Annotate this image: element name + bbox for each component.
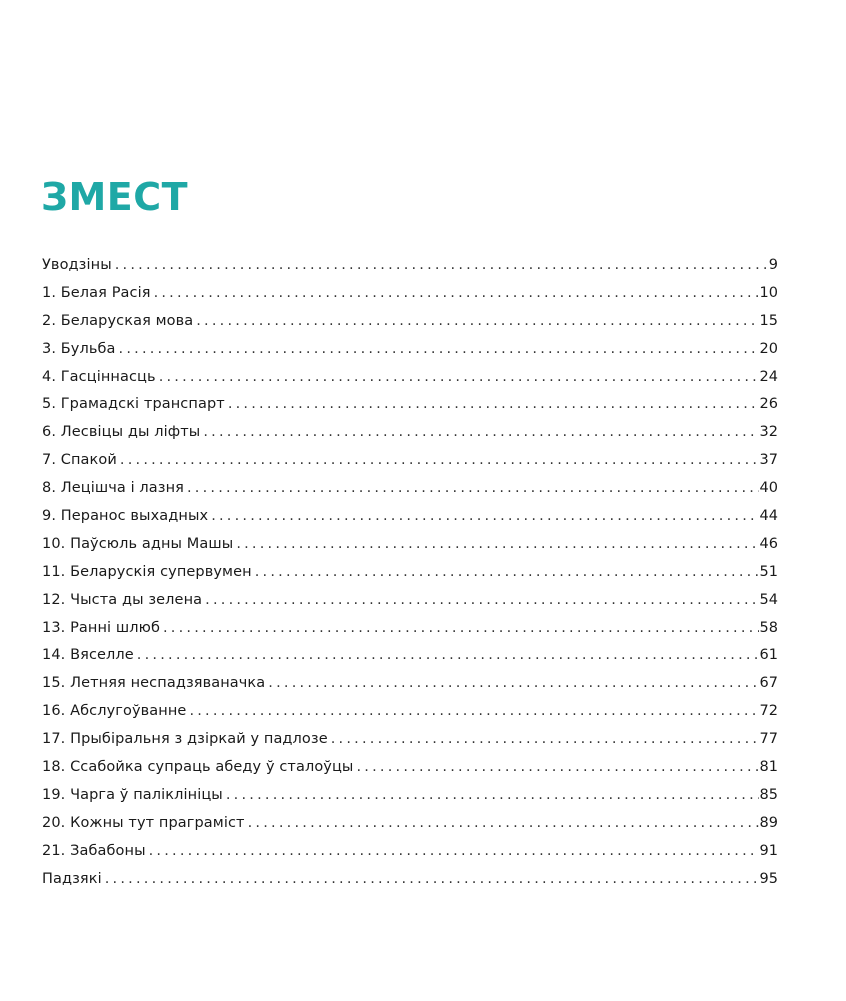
toc-entry-page-number: 51 bbox=[759, 563, 778, 580]
toc-entry-page-number: 32 bbox=[759, 424, 778, 441]
toc-entry-title: 9. Перанос выхадных bbox=[42, 508, 209, 525]
toc-leader-dots bbox=[159, 364, 759, 392]
toc-entry-page-number: 24 bbox=[759, 368, 778, 385]
toc-entry-page-number: 81 bbox=[759, 759, 778, 776]
toc-entry-page-number: 91 bbox=[759, 842, 778, 859]
toc-entry-page-number: 46 bbox=[759, 535, 778, 552]
toc-entry bbox=[42, 391, 778, 419]
toc-entry-page-number: 15 bbox=[759, 312, 778, 329]
toc-leader-dots bbox=[120, 447, 759, 475]
toc-entry-title: 6. Лесвіцы ды ліфты bbox=[42, 424, 201, 441]
toc-entry-title: 2. Беларуская мова bbox=[42, 312, 194, 329]
toc-entry-title: 19. Чарга ў паліклініцы bbox=[42, 786, 223, 803]
toc-entry bbox=[42, 419, 778, 447]
toc-leader-dots bbox=[255, 559, 759, 587]
toc-entry bbox=[42, 698, 778, 726]
toc-entry bbox=[42, 782, 778, 810]
toc-entry-title: 21. Забабоны bbox=[42, 842, 146, 859]
toc-entry-title: Падзякі bbox=[42, 870, 102, 887]
toc-leader-dots bbox=[149, 838, 759, 866]
toc-entry-page-number: 10 bbox=[759, 284, 778, 301]
toc-entry bbox=[42, 447, 778, 475]
toc-entry-title: 7. Спакой bbox=[42, 452, 117, 469]
toc-leader-dots bbox=[226, 782, 759, 810]
toc-entry-title: 15. Летняя неспадзяваначка bbox=[42, 675, 266, 692]
toc-entry bbox=[42, 810, 778, 838]
toc-entry-page-number: 95 bbox=[759, 870, 778, 887]
toc-leader-dots bbox=[205, 587, 758, 615]
toc-entry bbox=[42, 726, 778, 754]
toc-entry-title: 10. Паўсюль адны Машы bbox=[42, 535, 234, 552]
toc-entry-page-number: 61 bbox=[759, 647, 778, 664]
table-of-contents bbox=[42, 252, 778, 893]
toc-leader-dots bbox=[189, 698, 758, 726]
page-title: ЗМЕСТ bbox=[41, 175, 189, 219]
toc-entry-page-number: 67 bbox=[759, 675, 778, 692]
toc-leader-dots bbox=[196, 308, 758, 336]
toc-entry-title: 16. Абслугоўванне bbox=[42, 703, 187, 720]
toc-entry-page-number: 40 bbox=[759, 480, 778, 497]
toc-leader-dots bbox=[357, 754, 759, 782]
toc-leader-dots bbox=[228, 391, 759, 419]
toc-entry-title: 12. Чыста ды зелена bbox=[42, 591, 203, 608]
toc-entry-page-number: 37 bbox=[759, 452, 778, 469]
toc-entry-page-number: 26 bbox=[759, 396, 778, 413]
toc-entry-title: 14. Вяселле bbox=[42, 647, 134, 664]
toc-leader-dots bbox=[163, 615, 759, 643]
toc-entry-page-number: 85 bbox=[759, 786, 778, 803]
toc-entry-title: 5. Грамадскі транспарт bbox=[42, 396, 225, 413]
toc-entry bbox=[42, 364, 778, 392]
toc-entry-title: 1. Белая Расія bbox=[42, 284, 151, 301]
toc-entry bbox=[42, 308, 778, 336]
toc-leader-dots bbox=[137, 642, 759, 670]
toc-leader-dots bbox=[119, 336, 759, 364]
toc-entry-title: 17. Прыбіральня з дзіркай у падлозе bbox=[42, 731, 328, 748]
toc-entry-title: Уводзіны bbox=[42, 257, 112, 273]
toc-entry bbox=[42, 559, 778, 587]
toc-entry bbox=[42, 587, 778, 615]
toc-leader-dots bbox=[105, 866, 759, 894]
toc-entry bbox=[42, 280, 778, 308]
toc-entry-page-number: 72 bbox=[759, 703, 778, 720]
toc-entry-title: 8. Лецішча і лазня bbox=[42, 480, 184, 497]
toc-entry-title: 11. Беларускія супервумен bbox=[42, 563, 252, 580]
toc-leader-dots bbox=[268, 670, 758, 698]
toc-leader-dots bbox=[187, 475, 759, 503]
toc-leader-dots bbox=[211, 503, 758, 531]
toc-entry bbox=[42, 531, 778, 559]
toc-entry-title: 18. Ссабойка супраць абеду ў сталоўцы bbox=[42, 759, 354, 776]
toc-entry-page-number: 54 bbox=[759, 591, 778, 608]
toc-leader-dots bbox=[203, 419, 758, 447]
toc-leader-dots bbox=[248, 810, 759, 838]
toc-entry bbox=[42, 252, 778, 280]
toc-entry bbox=[42, 503, 778, 531]
toc-entry-title: 4. Гасціннасць bbox=[42, 368, 156, 385]
toc-entry bbox=[42, 866, 778, 894]
toc-entry bbox=[42, 642, 778, 670]
toc-entry bbox=[42, 475, 778, 503]
toc-entry bbox=[42, 754, 778, 782]
toc-leader-dots bbox=[154, 280, 759, 308]
toc-entry bbox=[42, 670, 778, 698]
toc-entry-title: 3. Бульба bbox=[42, 340, 116, 357]
toc-leader-dots bbox=[331, 726, 759, 754]
toc-entry-page-number: 9 bbox=[768, 257, 778, 273]
toc-leader-dots bbox=[236, 531, 758, 559]
toc-entry-page-number: 20 bbox=[759, 340, 778, 357]
toc-entry-page-number: 58 bbox=[759, 619, 778, 636]
toc-entry-page-number: 77 bbox=[759, 731, 778, 748]
toc-entry bbox=[42, 336, 778, 364]
toc-entry bbox=[42, 615, 778, 643]
toc-entry bbox=[42, 838, 778, 866]
toc-entry-title: 20. Кожны тут праграміст bbox=[42, 814, 245, 831]
toc-entry-title: 13. Ранні шлюб bbox=[42, 619, 160, 636]
toc-entry-page-number: 89 bbox=[759, 814, 778, 831]
toc-entry-page-number: 44 bbox=[759, 508, 778, 525]
toc-leader-dots bbox=[115, 252, 768, 280]
